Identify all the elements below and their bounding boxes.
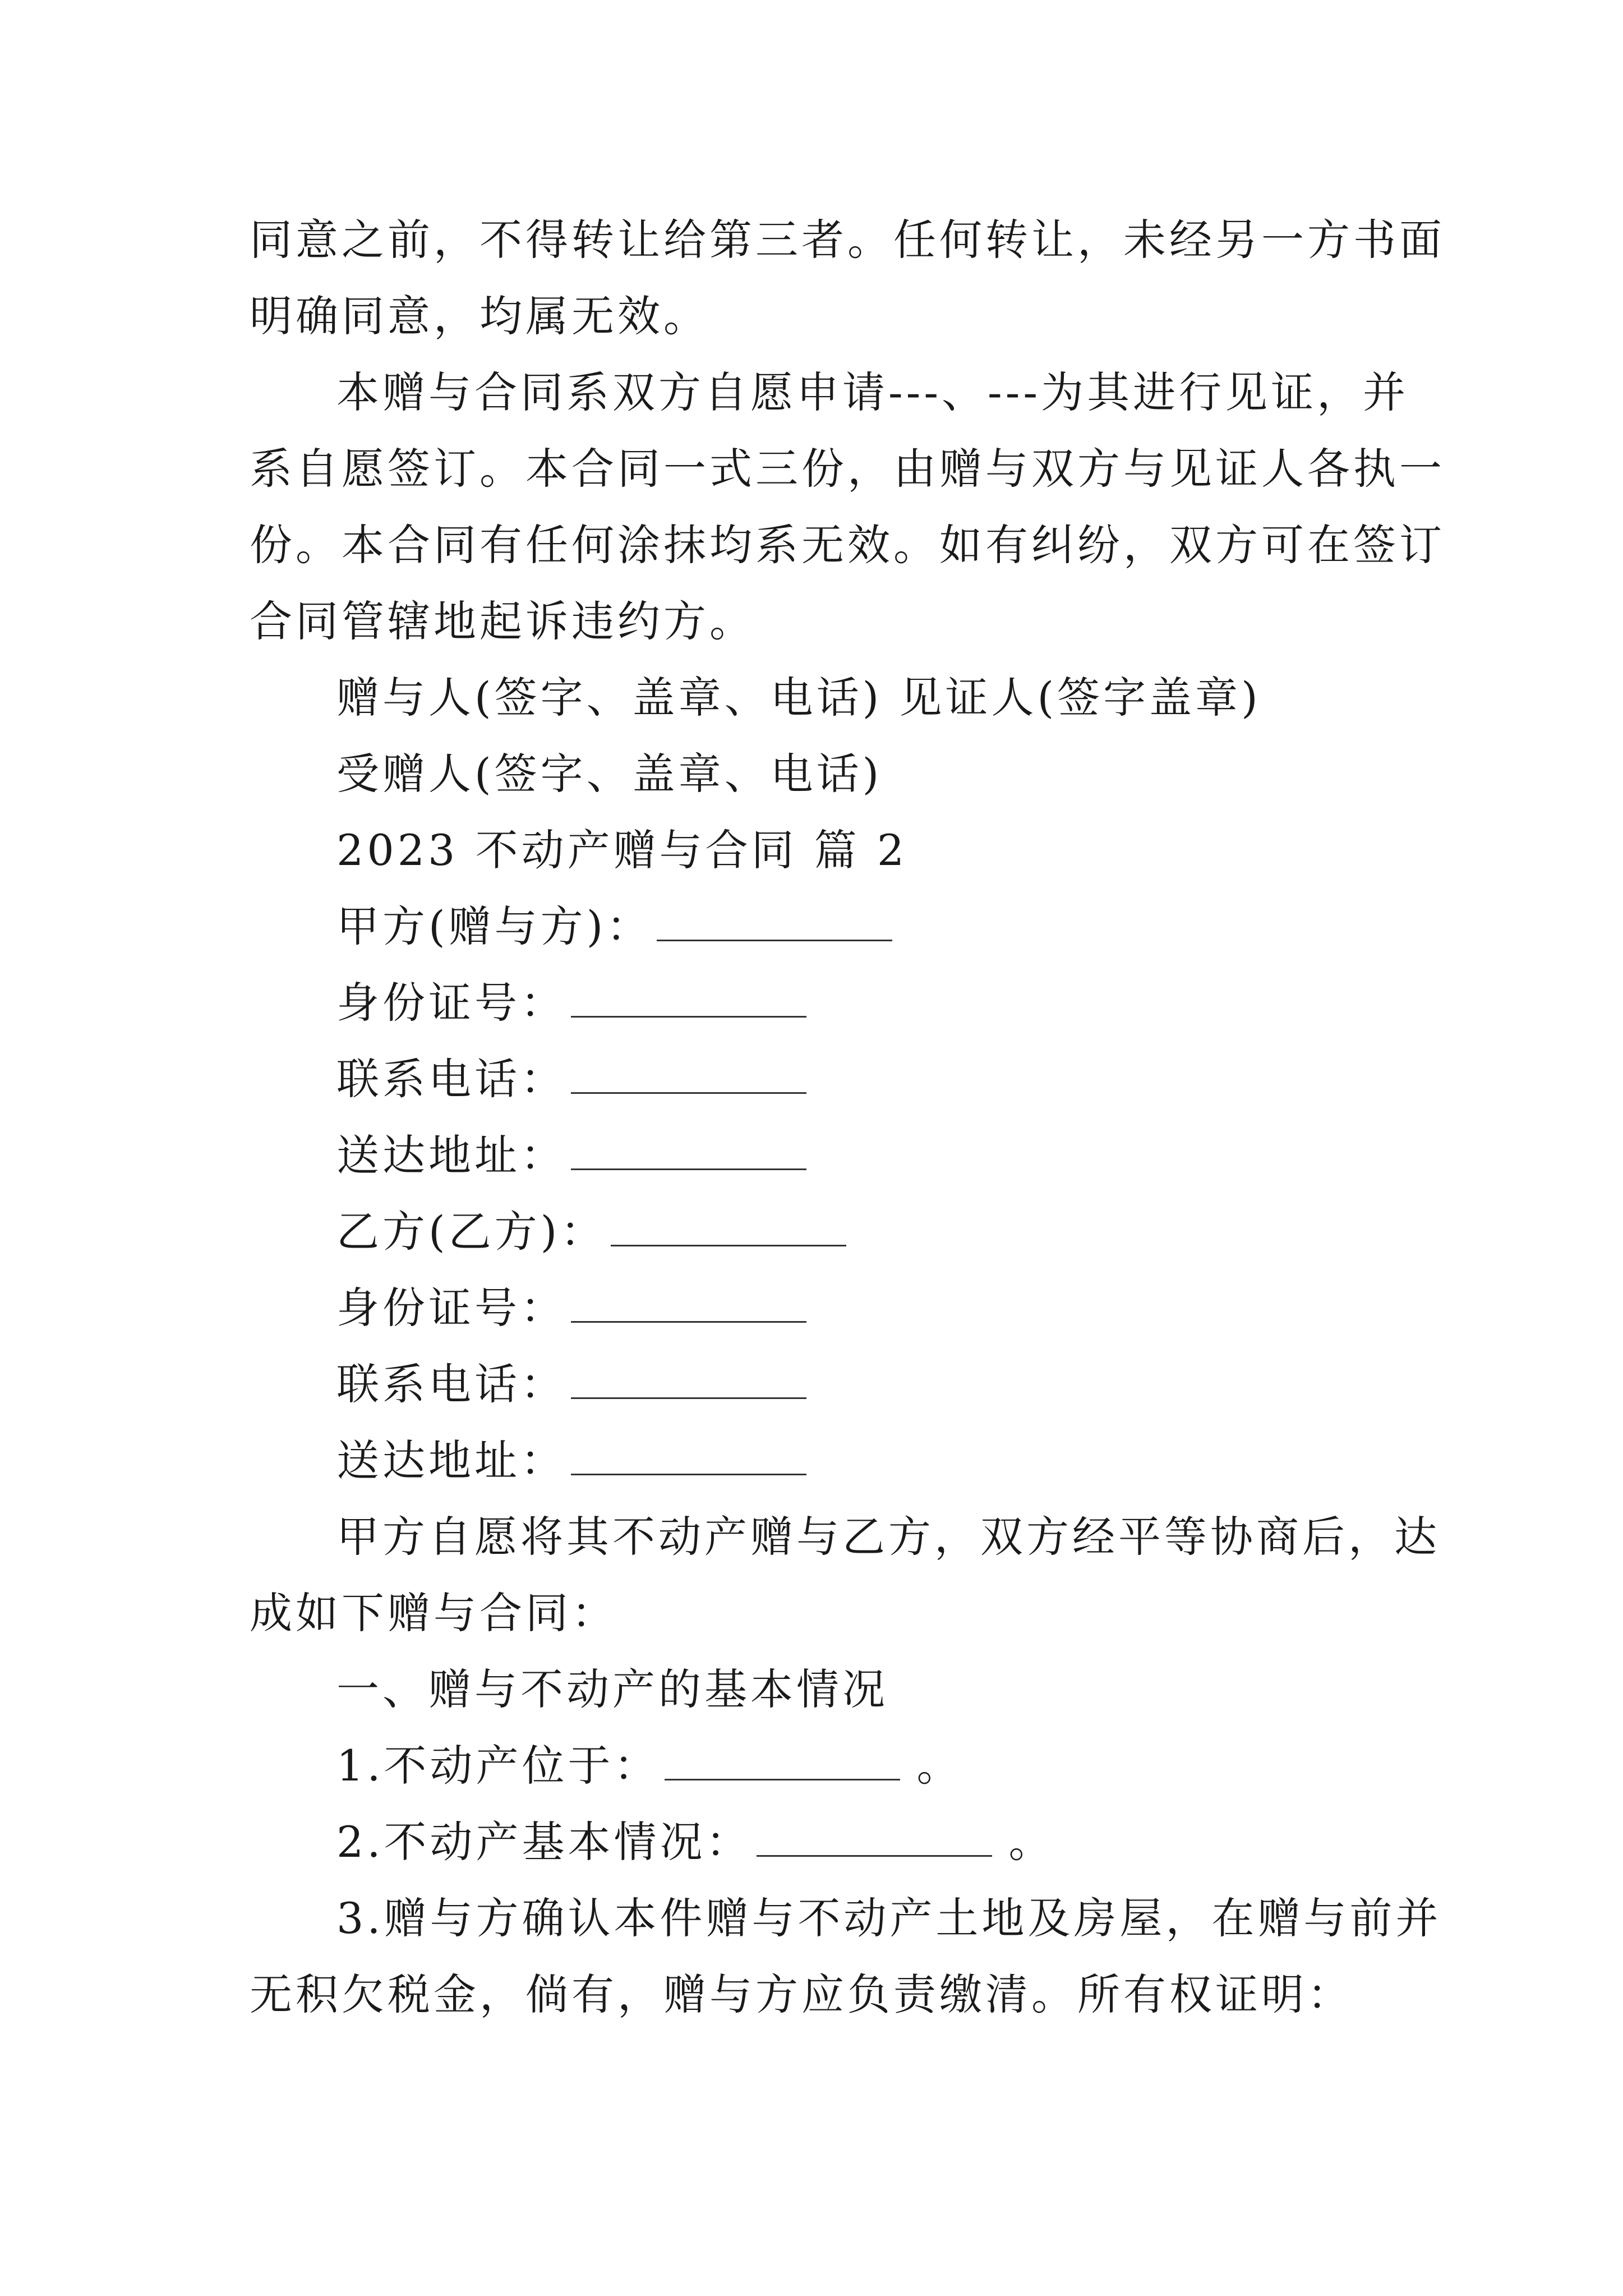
item-basic-info bbox=[336, 1814, 1055, 1870]
item-label: 1.不动产位于： bbox=[336, 1741, 660, 1791]
fill-blank bbox=[571, 1364, 806, 1399]
section-title: 一、赠与不动产的基本情况 bbox=[336, 1664, 888, 1714]
field-label: 甲方(赠与方)： bbox=[336, 901, 653, 951]
field-label: 身份证号： bbox=[336, 1283, 566, 1333]
fill-blank bbox=[571, 982, 806, 1018]
field-party-a bbox=[336, 899, 892, 955]
field-label: 送达地址： bbox=[336, 1130, 566, 1180]
paragraph-line: 成如下赠与合同： bbox=[250, 1588, 617, 1638]
paragraph-line: 无积欠税金，倘有，赠与方应负责缴清。所有权证明： bbox=[250, 1970, 1353, 2019]
fill-blank bbox=[657, 906, 892, 941]
item-label: 2.不动产基本情况： bbox=[336, 1817, 752, 1867]
field-party-b-phone bbox=[336, 1356, 806, 1412]
field-party-b-id bbox=[336, 1280, 806, 1336]
field-label: 联系电话： bbox=[336, 1359, 566, 1409]
item-period: 。 bbox=[916, 1741, 963, 1791]
field-party-a-id bbox=[336, 975, 806, 1031]
item-location bbox=[336, 1738, 963, 1794]
fill-blank bbox=[571, 1440, 806, 1475]
field-party-a-phone bbox=[336, 1051, 806, 1107]
paragraph-line: 明确同意，均属无效。 bbox=[250, 291, 709, 341]
fill-blank bbox=[571, 1287, 806, 1323]
field-label: 身份证号： bbox=[336, 978, 566, 1028]
fill-blank bbox=[665, 1745, 900, 1780]
paragraph-line: 甲方自愿将其不动产赠与乙方，双方经平等协商后，达 bbox=[336, 1512, 1440, 1562]
field-party-b bbox=[336, 1204, 846, 1260]
field-label: 乙方(乙方)： bbox=[336, 1207, 607, 1257]
paragraph-line: 系自愿签订。本合同一式三份，由赠与双方与见证人各执一 bbox=[250, 444, 1445, 494]
paragraph-line: 本赠与合同系双方自愿申请---、---为其进行见证，并 bbox=[336, 367, 1409, 417]
paragraph-line: 3.赠与方确认本件赠与不动产土地及房屋，在赠与前并 bbox=[336, 1893, 1442, 1943]
signature-line-recipient: 受赠人(签字、盖章、电话) bbox=[336, 749, 883, 799]
field-label: 联系电话： bbox=[336, 1054, 566, 1104]
section-heading: 2023 不动产赠与合同 篇 2 bbox=[336, 825, 908, 875]
fill-blank bbox=[611, 1211, 846, 1246]
field-party-a-address bbox=[336, 1128, 806, 1184]
fill-blank bbox=[571, 1059, 806, 1094]
signature-line-donor-witness: 赠与人(签字、盖章、电话) 见证人(签字盖章) bbox=[336, 673, 1261, 723]
field-party-b-address bbox=[336, 1433, 806, 1489]
field-label: 送达地址： bbox=[336, 1435, 566, 1485]
paragraph-line: 合同管辖地起诉违约方。 bbox=[250, 596, 755, 646]
fill-blank bbox=[757, 1821, 992, 1857]
fill-blank bbox=[571, 1135, 806, 1170]
paragraph-line: 份。本合同有任何涂抹均系无效。如有纠纷，双方可在签订 bbox=[250, 520, 1445, 570]
item-period: 。 bbox=[1008, 1817, 1055, 1867]
paragraph-line: 同意之前，不得转让给第三者。任何转让，未经另一方书面 bbox=[250, 215, 1445, 265]
